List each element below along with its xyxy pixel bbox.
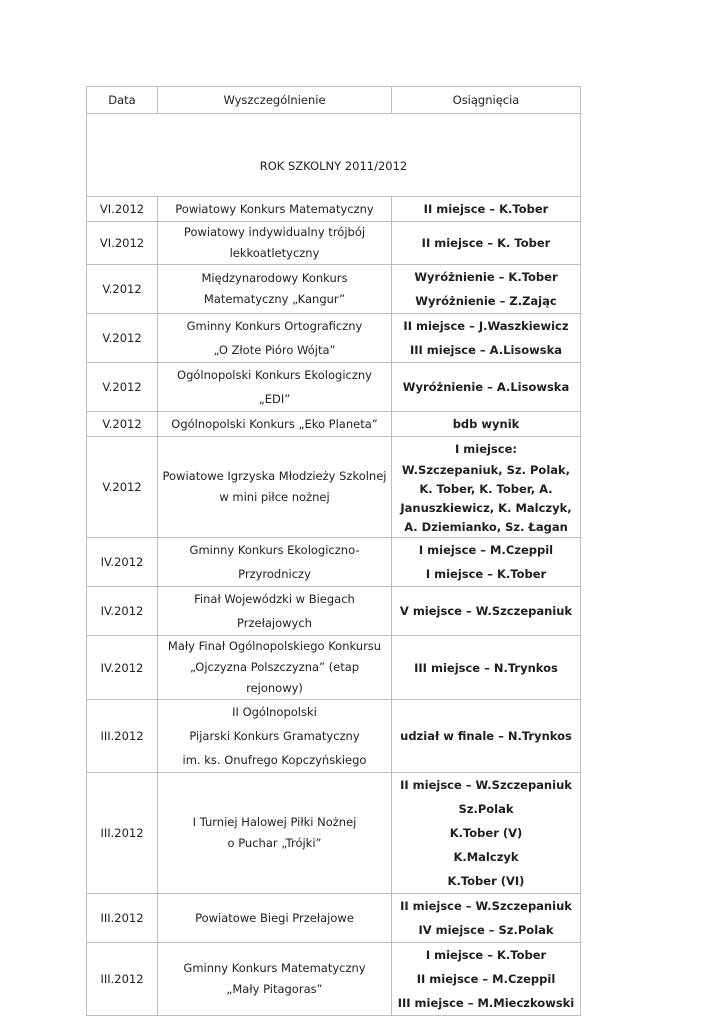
row-date: V.2012	[87, 314, 158, 363]
table-row	[87, 222, 581, 265]
table-row	[87, 314, 581, 363]
achievements-rows	[87, 197, 581, 1016]
description-line: Pijarski Konkurs Gramatyczny	[189, 729, 360, 743]
row-date: V.2012	[87, 437, 158, 538]
achievement-line: bdb wynik	[452, 417, 520, 431]
description-line: Gminny Konkurs Ortograficzny	[186, 319, 363, 333]
description-line: Ogólnopolski Konkurs „Eko Planeta”	[171, 417, 378, 431]
row-date: IV.2012	[87, 636, 158, 700]
row-date: IV.2012	[87, 587, 158, 636]
row-description	[158, 222, 392, 265]
school-year-heading: ROK SZKOLNY 2011/2012	[87, 114, 581, 197]
row-achievements	[392, 412, 581, 437]
row-achievements	[392, 197, 581, 222]
table-row	[87, 538, 581, 587]
achievement-line: K.Tober (V)	[449, 826, 523, 840]
description-line: Gminny Konkurs Matematyczny	[183, 961, 366, 975]
achievement-line: Wyróżnienie – K.Tober	[414, 270, 558, 284]
header-row	[87, 87, 581, 114]
row-date: VI.2012	[87, 197, 158, 222]
achievement-line: III miejsce – M.Mieczkowski	[397, 996, 575, 1010]
row-achievements	[392, 314, 581, 363]
row-achievements	[392, 265, 581, 314]
achievement-line: Sz.Polak	[458, 802, 514, 816]
row-description	[158, 265, 392, 314]
achievement-line: I miejsce:	[454, 442, 517, 456]
achievement-line: III miejsce – A.Lisowska	[409, 343, 563, 357]
description-line: Międzynarodowy Konkurs Matematyczny „Kangur”	[201, 271, 348, 306]
achievement-line: II miejsce – J.Waszkiewicz	[403, 319, 569, 333]
achievement-line: Wyróżnienie – A.Lisowska	[402, 380, 570, 394]
table-row	[87, 412, 581, 437]
row-date: III.2012	[87, 894, 158, 943]
row-description	[158, 197, 392, 222]
row-date: III.2012	[87, 700, 158, 773]
achievement-line: II miejsce – M.Czeppil	[416, 972, 556, 986]
header-description: Wyszczególnienie	[158, 87, 392, 114]
row-achievements	[392, 363, 581, 412]
table-row	[87, 773, 581, 894]
row-achievements	[392, 636, 581, 700]
description-line: II Ogólnopolski	[232, 705, 317, 719]
row-achievements	[392, 773, 581, 894]
description-line: Powiatowe Igrzyska Młodzieży Szkolnej w mini piłce nożnej	[162, 469, 387, 504]
table-row	[87, 894, 581, 943]
row-achievements	[392, 700, 581, 773]
row-description	[158, 314, 392, 363]
table-row	[87, 265, 581, 314]
achievement-line: II miejsce – K.Tober	[423, 202, 549, 216]
row-description	[158, 636, 392, 700]
description-line: I Turniej Halowej Piłki Nożnej	[192, 815, 357, 829]
description-line: „Mały Pitagoras”	[226, 982, 323, 996]
table-row	[87, 363, 581, 412]
table-row	[87, 437, 581, 538]
row-achievements	[392, 587, 581, 636]
achievement-line: I miejsce – K.Tober	[425, 948, 547, 962]
achievement-line: II miejsce – K. Tober	[421, 236, 551, 250]
row-date: V.2012	[87, 265, 158, 314]
achievements-table	[86, 86, 581, 1016]
description-line: Powiatowe Biegi Przełajowe	[195, 910, 354, 925]
achievement-line: II miejsce – W.Szczepaniuk	[400, 778, 572, 792]
row-date: V.2012	[87, 412, 158, 437]
table-row	[87, 636, 581, 700]
achievement-line: W.Szczepaniuk, Sz. Polak, K. Tober, K. Tober, A. Januszkiewicz, K. Malczyk, A. Dziemianko, Sz. Łagan	[400, 463, 572, 534]
table-row	[87, 943, 581, 1016]
achievement-line: K.Malczyk	[453, 850, 519, 864]
description-line: „O Złote Pióro Wójta”	[213, 343, 336, 357]
achievement-line: udział w finale – N.Trynkos	[400, 729, 572, 743]
row-achievements	[392, 894, 581, 943]
description-line: Gminny Konkurs Ekologiczno-Przyrodniczy	[189, 543, 360, 581]
row-date: III.2012	[87, 943, 158, 1016]
header-date: Data	[87, 87, 158, 114]
row-description	[158, 943, 392, 1016]
description-line: im. ks. Onufrego Kopczyńskiego	[182, 753, 367, 767]
row-description	[158, 538, 392, 587]
row-description	[158, 412, 392, 437]
table-row	[87, 587, 581, 636]
table-row	[87, 197, 581, 222]
row-description	[158, 437, 392, 538]
description-line: Powiatowy indywidualny trójbój lekkoatletyczny	[183, 225, 366, 260]
row-achievements	[392, 538, 581, 587]
description-line: Ogólnopolski Konkurs Ekologiczny „EDI”	[177, 368, 372, 406]
school-year-row	[87, 114, 581, 197]
achievement-line: I miejsce – M.Czeppil	[418, 543, 554, 557]
header-achievements: Osiągnięcia	[392, 87, 581, 114]
description-line: Finał Wojewódzki w Biegach Przełajowych	[194, 592, 355, 630]
row-description	[158, 773, 392, 894]
achievement-line: IV miejsce – Sz.Polak	[418, 923, 554, 937]
row-date: IV.2012	[87, 538, 158, 587]
row-description	[158, 363, 392, 412]
achievement-line: III miejsce – N.Trynkos	[414, 660, 558, 675]
achievement-line: II miejsce – W.Szczepaniuk	[400, 899, 572, 913]
row-description	[158, 700, 392, 773]
row-achievements	[392, 943, 581, 1016]
description-line: o Puchar „Trójki”	[227, 836, 322, 850]
table-row	[87, 700, 581, 773]
row-date: V.2012	[87, 363, 158, 412]
row-date: III.2012	[87, 773, 158, 894]
row-achievements	[392, 437, 581, 538]
row-description	[158, 894, 392, 943]
achievement-line: K.Tober (VI)	[447, 874, 525, 888]
row-date: VI.2012	[87, 222, 158, 265]
description-line: Powiatowy Konkurs Matematyczny	[175, 202, 374, 216]
description-line: Mały Finał Ogólnopolskiego Konkursu „Ojczyzna Polszczyzna” (etap rejonowy)	[167, 639, 382, 695]
row-achievements	[392, 222, 581, 265]
achievement-line: I miejsce – K.Tober	[425, 567, 547, 581]
achievement-line: Wyróżnienie – Z.Zając	[415, 294, 557, 308]
achievement-line: V miejsce – W.Szczepaniuk	[399, 604, 573, 618]
row-description	[158, 587, 392, 636]
